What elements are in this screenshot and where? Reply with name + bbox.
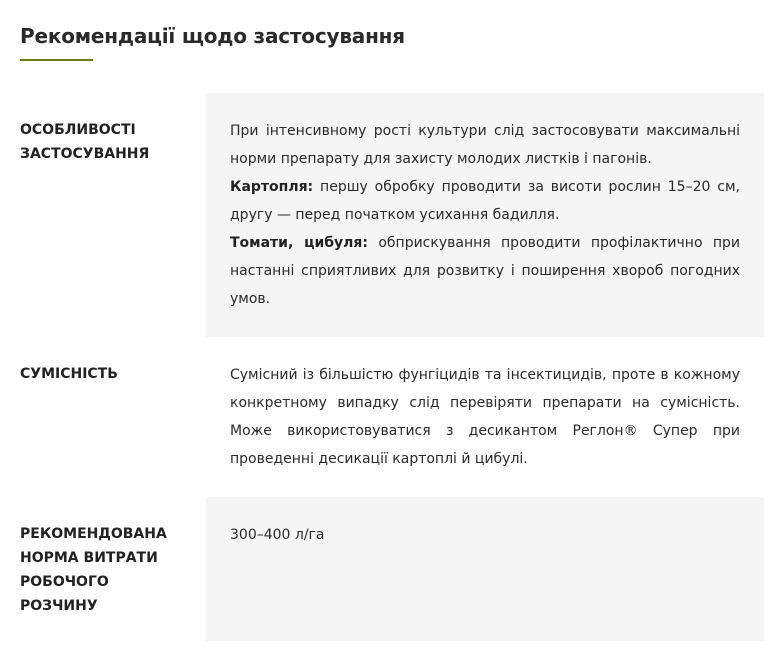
paragraph-general-text: При інтенсивному рості культури слід застосовувати максимальні норми препарату для захисту молодих листків і пагонів. bbox=[230, 123, 740, 167]
paragraph-potato-text: першу обробку проводити за висоти рослин 15–20 см, другу — перед початком усихання бадилля. bbox=[230, 179, 740, 223]
application-rate-value: 300–400 л/га bbox=[230, 527, 325, 543]
row-content-compatibility bbox=[206, 337, 764, 497]
paragraph-compatibility: Сумісний із більшістю фунгіцидів та інсектицидів, проте в кожному конкретному випадку слід перевіряти препарати на сумісність. Може використовуватися з десикантом Реглон® Супер при проведенні десикації картоплі й цибулі. bbox=[230, 367, 740, 467]
paragraph-potato bbox=[230, 173, 740, 229]
paragraph-potato-label: Картопля: bbox=[230, 179, 314, 195]
title-underline bbox=[20, 59, 93, 61]
paragraph-tomato-onion-text: обприскування проводити профілактично при настанні сприятливих для розвитку і поширення хвороб погодних умов. bbox=[230, 235, 740, 307]
row-content-rate bbox=[206, 497, 764, 641]
row-label-compatibility: СУМІСНІСТЬ bbox=[20, 366, 118, 382]
row-content-features bbox=[206, 93, 764, 337]
row-label-features: ОСОБЛИВОСТІ ЗАСТОСУВАННЯ bbox=[20, 122, 150, 162]
paragraph-general bbox=[230, 117, 740, 173]
paragraph-tomato-onion bbox=[230, 229, 740, 313]
section-title: Рекомендації щодо застосування bbox=[20, 24, 405, 48]
row-label-rate: РЕКОМЕНДОВАНА НОРМА ВИТРАТИ РОБОЧОГО РОЗЧИНУ bbox=[20, 526, 167, 614]
paragraph-tomato-onion-label: Томати, цибуля: bbox=[230, 235, 368, 251]
